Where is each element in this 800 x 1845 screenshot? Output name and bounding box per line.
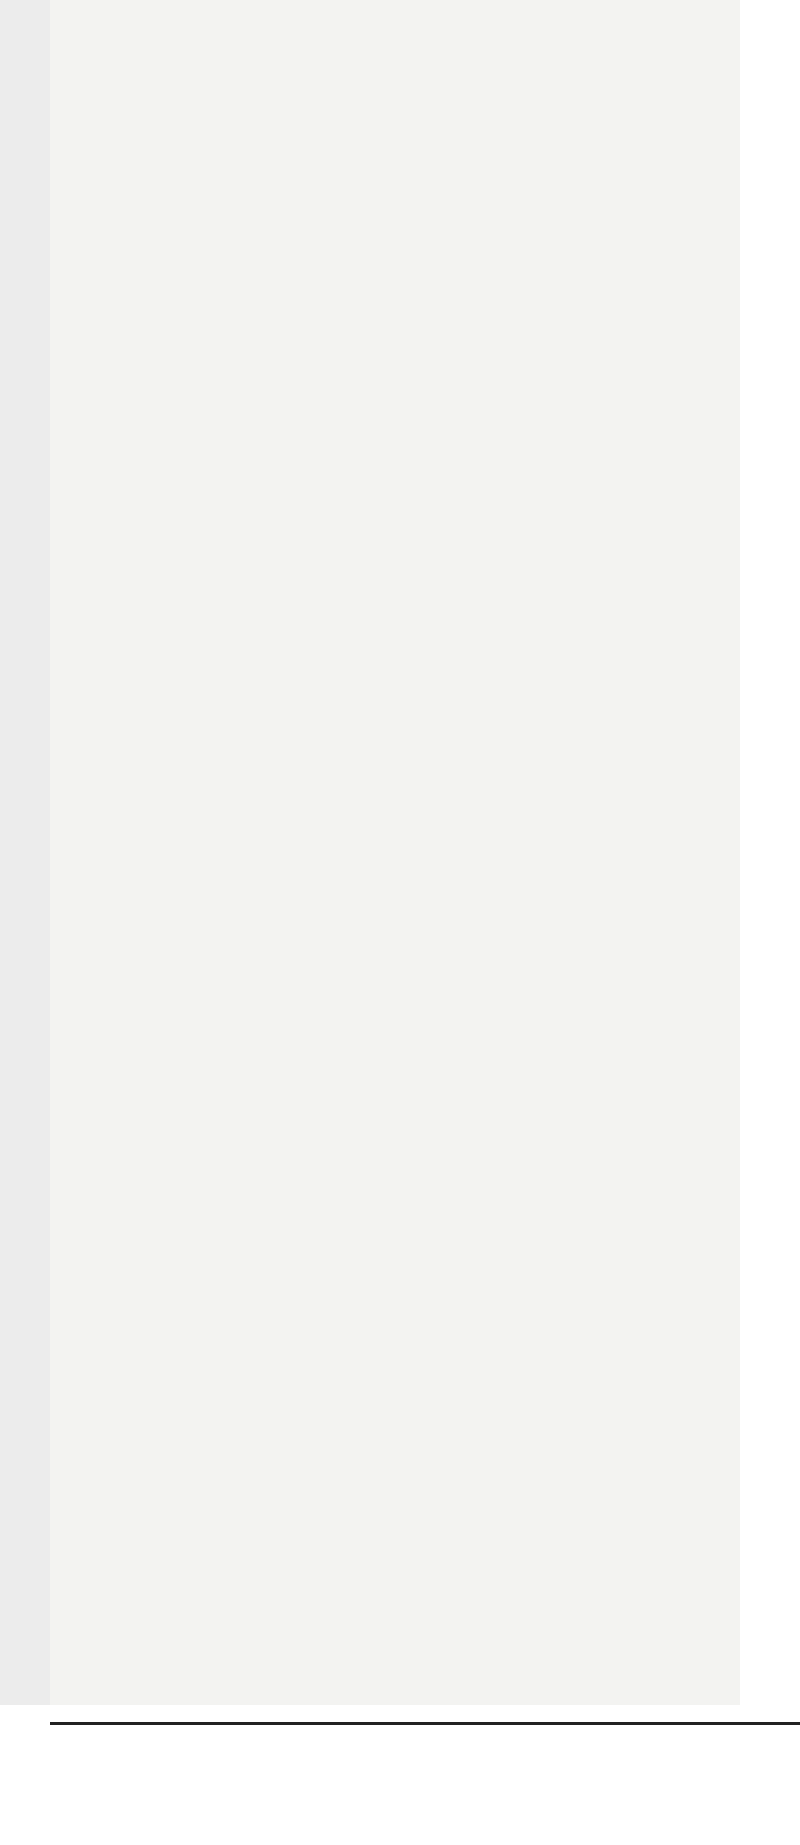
article-divider	[50, 1722, 800, 1725]
article-column	[50, 0, 740, 1705]
next-article-headline	[60, 1745, 800, 1835]
